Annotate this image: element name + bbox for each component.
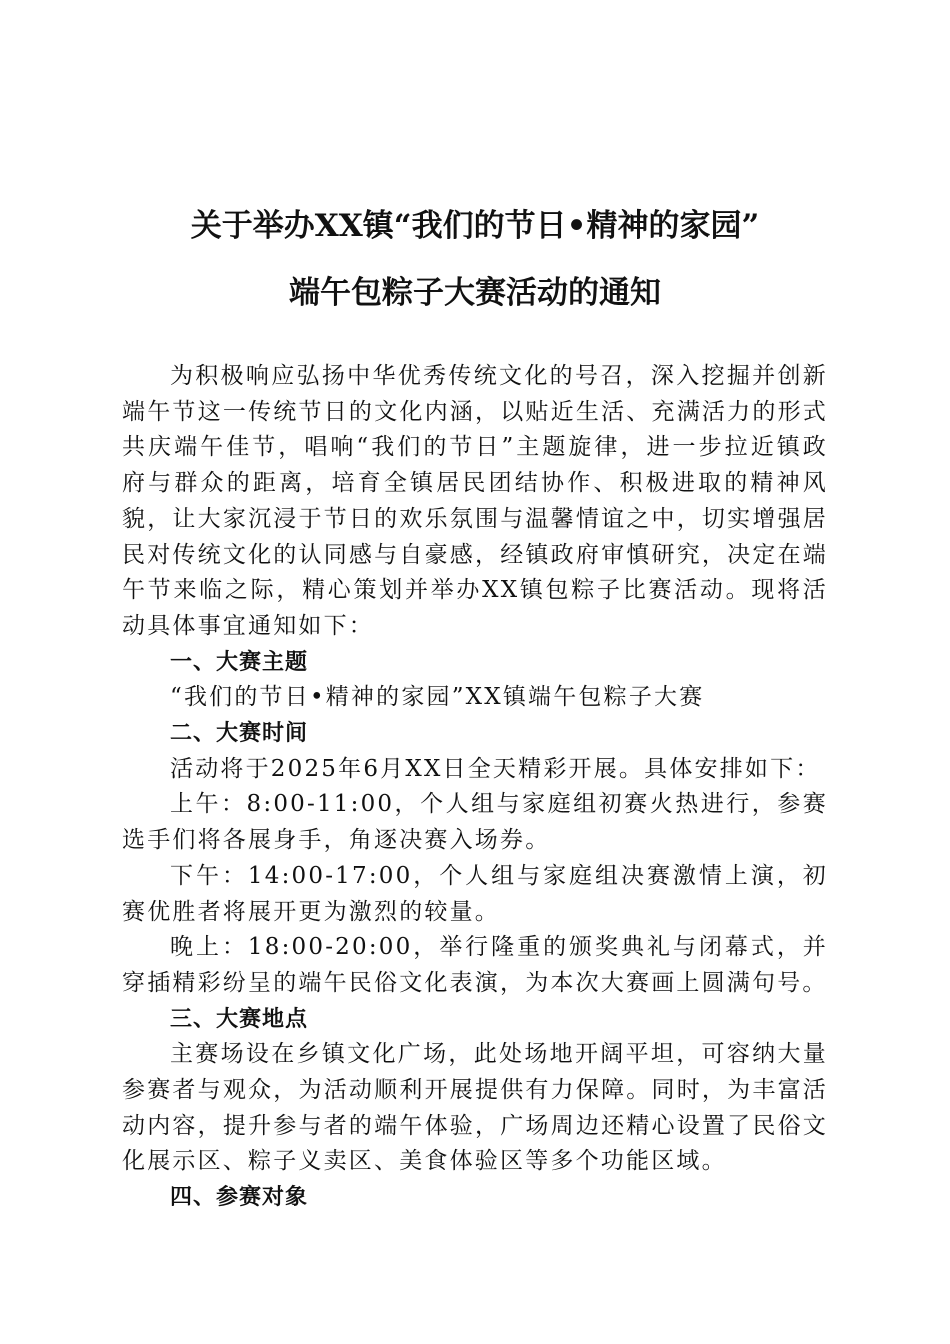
document-body	[122, 359, 828, 1216]
time-morning-paragraph: 上午：8:00-11:00，个人组与家庭组初赛火热进行，参赛选手们将各展身手，角逐决赛入场券。	[122, 791, 828, 854]
document-title-line-2: 端午包粽子大赛活动的通知	[289, 275, 661, 311]
document-title-line-1: 关于举办XX镇“我们的节日•精神的家园”	[190, 208, 760, 244]
section-heading-theme: 一、大赛主题	[170, 649, 309, 675]
intro-paragraph: 为积极响应弘扬中华优秀传统文化的号召，深入挖掘并创新端午节这一传统节日的文化内涵，以贴近生活、充满活力的形式共庆端午佳节，唱响“我们的节日”主题旋律，进一步拉近镇政府与群众的距离，培育全镇居民团结协作、积极进取的精神风貌，让大家沉浸于节日的欢乐氛围与温馨情谊之中，切实增强居民对传统文化的认同感与自豪感，经镇政府审慎研究，决定在端午节来临之际，精心策划并举办XX镇包粽子比赛活动。现将活动具体事宜通知如下：	[122, 363, 828, 639]
time-evening-paragraph: 晚上：18:00-20:00，举行隆重的颁奖典礼与闭幕式，并穿插精彩纷呈的端午民俗文化表演，为本次大赛画上圆满句号。	[122, 934, 828, 996]
theme-paragraph: “我们的节日•精神的家园”XX镇端午包粽子大赛	[170, 684, 705, 711]
time-afternoon-paragraph: 下午：14:00-17:00，个人组与家庭组决赛激情上演，初赛优胜者将展开更为激烈的较量。	[122, 862, 828, 925]
section-heading-time: 二、大赛时间	[170, 721, 309, 747]
venue-paragraph: 主赛场设在乡镇文化广场，此处场地开阔平坦，可容纳大量参赛者与观众，为活动顺利开展提供有力保障。同时，为丰富活动内容，提升参与者的端午体验，广场周边还精心设置了民俗文化展示区、粽子义卖区、美食体验区等多个功能区域。	[122, 1041, 828, 1175]
time-paragraph: 活动将于2025年6月XX日全天精彩开展。具体安排如下：	[170, 755, 821, 782]
section-heading-participants: 四、参赛对象	[170, 1185, 309, 1211]
section-heading-venue: 三、大赛地点	[170, 1006, 309, 1032]
